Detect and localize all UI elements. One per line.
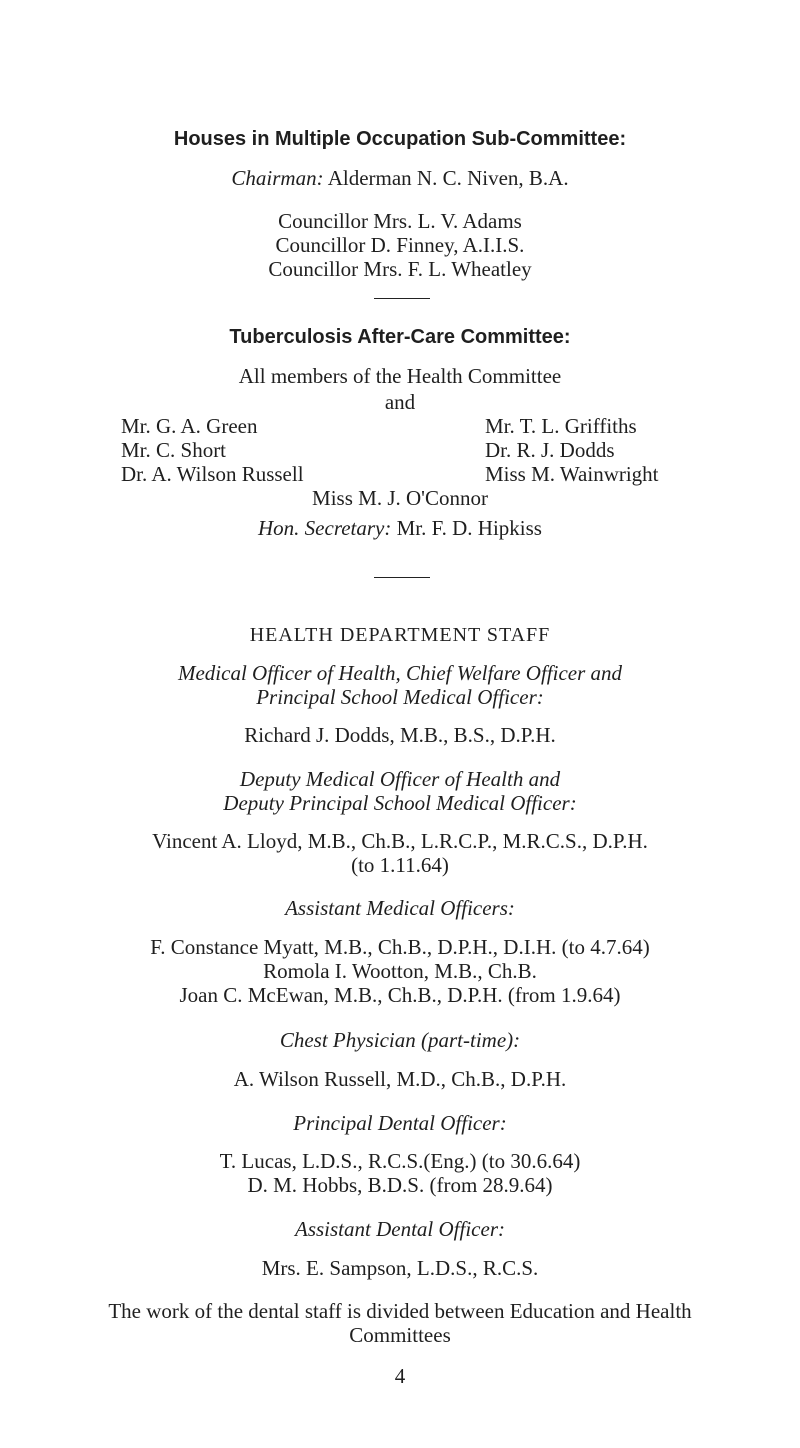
page-number: 4 [394,1364,406,1388]
section-divider [374,298,430,299]
tb-member-right: Dr. R. J. Dodds [485,438,615,462]
ado-title: Assistant Dental Officer: [295,1217,505,1241]
hmo-committee-heading: Houses in Multiple Occupation Sub-Committee: [173,128,627,150]
ado-name: Mrs. E. Sampson, L.D.S., R.C.S. [261,1256,539,1280]
moh-title-line: Principal School Medical Officer: [256,685,544,709]
tb-conjunction: and [384,390,416,414]
moh-title-line: Medical Officer of Health, Chief Welfare Officer and [177,661,623,685]
tb-member-left: Dr. A. Wilson Russell [121,462,304,486]
dental-note-line: The work of the dental staff is divided between Education and Health [108,1299,692,1323]
moh-name: Richard J. Dodds, M.B., B.S., D.P.H. [244,723,556,747]
deputy-title-line: Deputy Principal School Medical Officer: [223,791,577,815]
tb-member-left: Mr. G. A. Green [121,414,258,438]
chest-physician-name: A. Wilson Russell, M.D., Ch.B., D.P.H. [233,1067,567,1091]
dental-note-line: Committees [349,1323,451,1347]
tb-intro: All members of the Health Committee [238,364,562,388]
asst-mo-title: Assistant Medical Officers: [285,896,515,920]
chairman-label: Chairman: [231,166,324,190]
pdo-name: D. M. Hobbs, B.D.S. (from 28.9.64) [247,1173,553,1197]
pdo-name: T. Lucas, L.D.S., R.C.S.(Eng.) (to 30.6.64) [219,1149,581,1173]
asst-mo-name: Joan C. McEwan, M.B., Ch.B., D.P.H. (from 1.9.64) [179,983,621,1007]
chest-physician-title [0,1027,800,1053]
tb-member-right: Mr. T. L. Griffiths [485,414,637,438]
section-divider [374,577,430,578]
chest-title-paren: (part-time): [421,1028,521,1052]
deputy-note: (to 1.11.64) [351,853,449,877]
secretary-label: Hon. Secretary: [258,516,392,540]
hmo-member: Councillor Mrs. L. V. Adams [278,209,522,233]
deputy-name: Vincent A. Lloyd, M.B., Ch.B., L.R.C.P., M.R.C.S., D.P.H. [152,829,648,853]
secretary-name: Mr. F. D. Hipkiss [396,516,542,540]
chairman-name: Alderman N. C. Niven, B.A. [327,166,569,190]
tb-member-right: Miss M. Wainwright [485,462,659,486]
staff-heading: HEALTH DEPARTMENT STAFF [249,624,551,646]
tb-secretary-line [0,515,800,541]
hmo-member: Councillor Mrs. F. L. Wheatley [268,257,532,281]
asst-mo-name: F. Constance Myatt, M.B., Ch.B., D.P.H., D.I.H. (to 4.7.64) [150,935,650,959]
tb-member-left: Mr. C. Short [121,438,227,462]
tb-committee-heading: Tuberculosis After-Care Committee: [229,326,571,348]
deputy-title-line: Deputy Medical Officer of Health and [239,767,561,791]
pdo-title: Principal Dental Officer: [293,1111,507,1135]
asst-mo-name: Romola I. Wootton, M.B., Ch.B. [263,959,537,983]
tb-member-center: Miss M. J. O'Connor [312,486,488,510]
chest-title-main: Chest Physician [279,1028,416,1052]
hmo-member: Councillor D. Finney, A.I.I.S. [275,233,525,257]
hmo-chairman-line [0,165,800,191]
